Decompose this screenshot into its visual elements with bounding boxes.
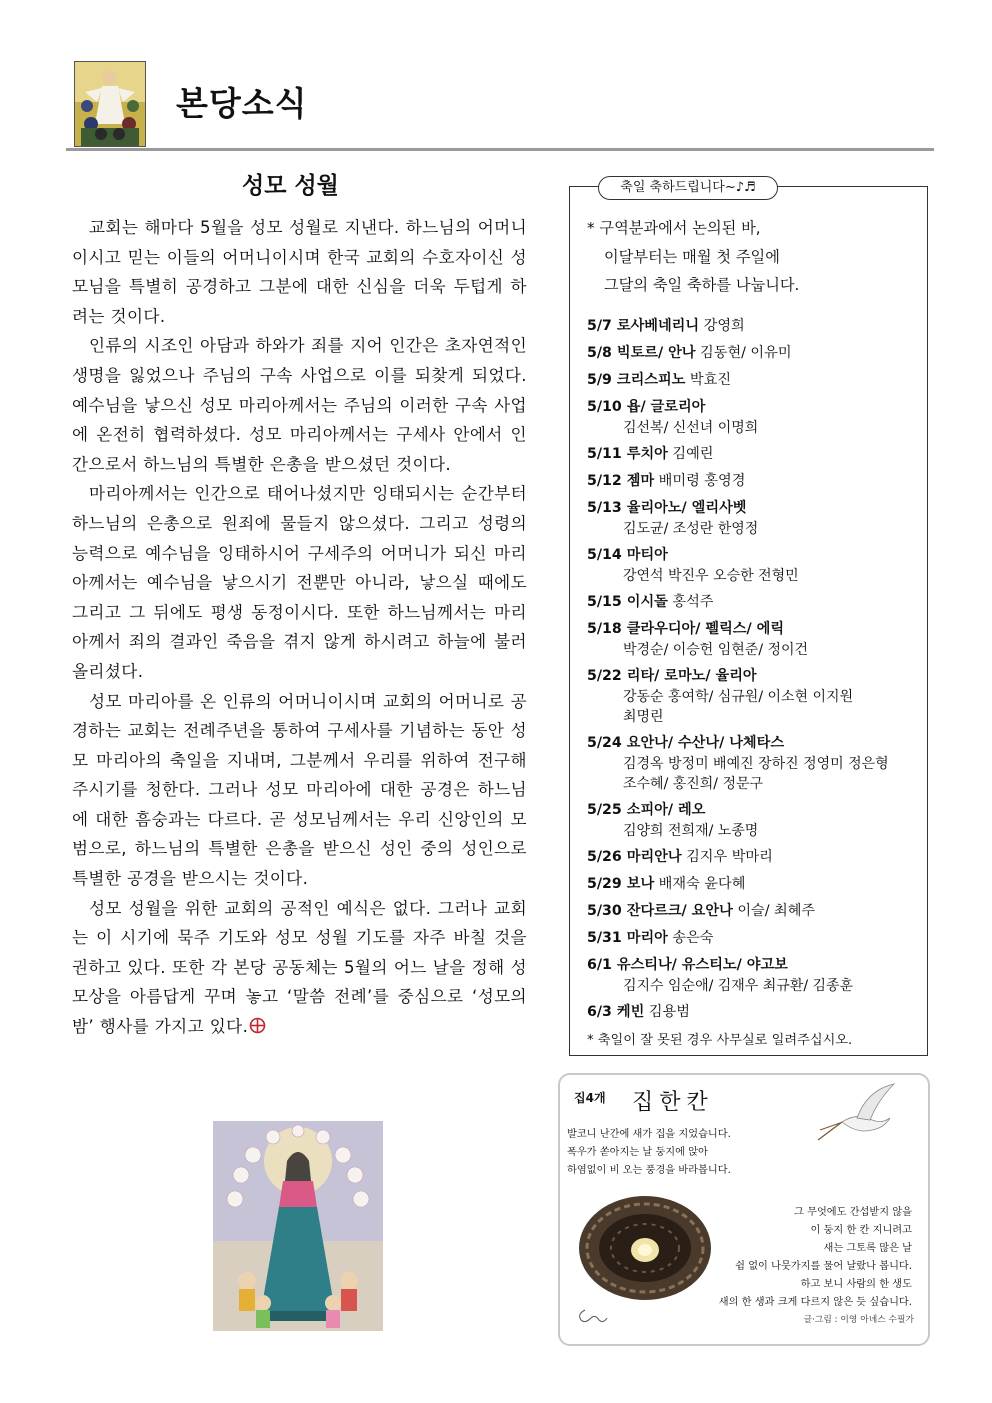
bird-illustration <box>812 1082 902 1156</box>
feast-entry <box>587 592 923 613</box>
feast-intro-line: 이달부터는 매월 첫 주일에 <box>604 247 780 266</box>
poem-credit: 글·그림 : 이영 아녜스 수필가 <box>803 1315 914 1325</box>
feast-entry <box>587 955 923 996</box>
feast-date-saint: 5/26 마리안나 <box>587 849 682 865</box>
article-paragraph: 인류의 시조인 아담과 하와가 죄를 지어 인간은 초자연적인 생명을 잃었으나 주님의 구속 사업으로 이를 되찾게 되었다. 예수님을 낳으신 성모 마리아께서는 주님의 이러한 구속 사업에 온전히 협력하셨다. 성모 마리아께서는 구세사 안에서 인간으로서 하느님의 특별한 은총을 받으셨던 것이다. <box>72 336 527 474</box>
feast-date-saint: 5/12 젬마 <box>587 473 655 489</box>
feast-date-saint: 5/11 루치아 <box>587 446 668 462</box>
article-paragraph: 마리아께서는 인간으로 태어나셨지만 잉태되시는 순간부터 하느님의 은총으로 원죄에 물들지 않으셨다. 그리고 성령의 능력으로 예수님을 잉태하시어 구세주의 어머니가 되신 마리아께서는 예수님을 낳으시기 전뿐만 아니라, 낳으실 때에도 그리고 그 뒤에도 평생 동정이시다. 또한 하느님께서는 마리아께서 죄의 결과인 죽음을 겪지 않게 하시려고 하늘에 불러올리셨다. <box>72 484 527 681</box>
feast-names: 강영희 <box>703 318 745 334</box>
feast-names: 최명린 <box>623 709 664 725</box>
feast-names: 송은숙 <box>672 930 714 946</box>
feast-entry <box>587 370 923 391</box>
feast-date-saint: 5/9 크리스피노 <box>587 372 686 388</box>
feast-date-saint: 5/13 율리아노/ 엘리사벳 <box>587 500 747 516</box>
article-paragraph-last: 성모 성월을 위한 교회의 공적인 예식은 없다. 그러나 교회는 이 시기에 묵주 기도와 성모 성월 기도를 자주 바칠 것을 권하고 있다. 또한 각 본당 공동체는 5월의 어느 날을 정해 성모상을 아름답게 꾸며 놓고 ‘말씀 전례’를 중심으로 ‘성모의 밤’ 행사를 가지고 있다. <box>72 898 527 1037</box>
feast-date-saint: 5/10 욥/ 글로리아 <box>587 399 706 415</box>
feast-names: 배재숙 윤다혜 <box>658 876 746 892</box>
feast-entry <box>587 874 923 895</box>
feast-entry <box>587 545 923 586</box>
article-title: 성모 성월 <box>242 173 339 199</box>
feast-names: 강연석 박진우 오승한 전형민 <box>623 568 799 584</box>
feast-date-saint: 6/1 유스티나/ 유스티노/ 야고보 <box>587 957 788 973</box>
feast-date-saint: 5/14 마티아 <box>587 547 668 563</box>
feast-entry <box>587 619 923 660</box>
feast-names: 강동순 홍여학/ 심규원/ 이소현 이지원 <box>623 689 854 705</box>
poem-series-label: 집4개 <box>574 1091 606 1105</box>
poem-stanza-2: 그 무엇에도 간섭받지 않을 이 둥지 한 칸 지니려고 새는 그토록 많은 날 쉼 없이 나뭇가지를 물어 날랐나 봅니다. 하고 보니 사람의 한 생도 새의 한 생과 크게 다르지 않은 듯 싶습니다. <box>718 1207 912 1308</box>
feast-entry <box>587 800 923 841</box>
feast-entry <box>587 471 923 492</box>
article-paragraph: 성모 마리아를 온 인류의 어머니이시며 교회의 어머니로 공경하는 교회는 전례주년을 통하여 구세사를 기념하는 동안 성모 마리아의 축일을 지내며, 그분께서 우리를 위하여 전구해 주시기를 청한다. 그러나 성모 마리아에 대한 공경은 하느님에 대한 흠숭과는 다르다. 곧 성모님께서는 우리 신앙인의 모범으로, 하느님의 특별한 은총을 받으신 성인 중의 성인으로 특별한 공경을 받으시는 것이다. <box>72 691 527 889</box>
feast-date-saint: 5/31 마리아 <box>587 930 668 946</box>
feast-names: 이슬/ 최혜주 <box>737 903 816 919</box>
feast-date-saint: 5/22 리타/ 로마노/ 율리아 <box>587 668 757 684</box>
feast-entry <box>587 733 923 794</box>
header-divider <box>66 148 934 151</box>
feast-date-saint: 5/7 로사베네리니 <box>587 318 700 334</box>
feast-entry <box>587 928 923 949</box>
feast-names: 김용범 <box>648 1004 690 1020</box>
feast-entry <box>587 444 923 465</box>
feast-entry <box>587 498 923 539</box>
feast-date-saint: 5/30 잔다르크/ 요안나 <box>587 903 733 919</box>
feast-names: 김지수 임순애/ 김재우 최규환/ 김종훈 <box>623 978 854 994</box>
feast-date-saint: 5/25 소피아/ 레오 <box>587 802 706 818</box>
feast-entry <box>587 1002 923 1023</box>
feast-intro <box>587 214 917 300</box>
feast-entry <box>587 397 923 438</box>
poem-stanza-1: 발코니 난간에 새가 집을 지었습니다. 폭우가 쏟아지는 날 둥지에 앉아 하염없이 비 오는 풍경을 바라봅니다. <box>567 1129 731 1176</box>
feast-names: 김경옥 방정미 배예진 장하진 정영미 정은형 <box>623 756 889 772</box>
jesus-with-disciples-icon <box>74 61 146 147</box>
article-body <box>72 213 527 1042</box>
feast-names: 배미령 홍영경 <box>658 473 746 489</box>
artist-signature-icon <box>575 1306 609 1330</box>
feast-entry <box>587 847 923 868</box>
feast-entry <box>587 666 923 727</box>
feast-date-saint: 5/15 이시돌 <box>587 594 668 610</box>
feast-names: 김양희 전희재/ 노종명 <box>623 823 759 839</box>
feast-entry <box>587 316 923 337</box>
page-title: 본당소식 <box>176 84 308 123</box>
feast-date-saint: 5/29 보나 <box>587 876 655 892</box>
feast-entry <box>587 901 923 922</box>
feast-names: 김동현/ 이유미 <box>700 345 792 361</box>
feast-date-saint: 6/3 케빈 <box>587 1004 645 1020</box>
feast-entry <box>587 343 923 364</box>
feast-note: * 축일이 잘 못된 경우 사무실로 일려주십시오. <box>587 1033 853 1048</box>
feast-names: 김지우 박마리 <box>686 849 773 865</box>
feast-date-saint: 5/24 요안나/ 수산나/ 나체타스 <box>587 735 785 751</box>
feast-date-saint: 5/18 클라우디아/ 펠릭스/ 에릭 <box>587 621 785 637</box>
cross-icon <box>248 1017 266 1036</box>
feast-intro-line: * 구역분과에서 논의된 바, <box>587 219 761 237</box>
feast-day-tag: 축일 축하드립니다~♪♬ <box>598 176 778 200</box>
feast-names: 김도균/ 조성란 한영정 <box>623 521 759 537</box>
feast-names: 김예린 <box>672 446 714 462</box>
feast-date-saint: 5/8 빅토르/ 안나 <box>587 345 696 361</box>
feast-names: 김선복/ 신선녀 이명희 <box>623 420 759 436</box>
feast-names: 박경순/ 이승헌 임현준/ 정이건 <box>623 642 809 658</box>
feast-names: 조수혜/ 홍진희/ 정문구 <box>623 776 764 792</box>
poem-title: 집한칸 <box>632 1090 714 1115</box>
nest-illustration <box>570 1186 720 1310</box>
feast-list <box>587 316 923 1029</box>
virgin-mary-painting <box>213 1121 383 1331</box>
feast-names: 홍석주 <box>672 594 714 610</box>
feast-names: 박효진 <box>689 372 732 388</box>
feast-intro-line: 그달의 축일 축하를 나눕니다. <box>604 276 800 294</box>
article-paragraph: 교회는 해마다 5월을 성모 성월로 지낸다. 하느님의 어머니이시고 믿는 이들의 어머니이시며 한국 교회의 수호자이신 성모님을 특별히 공경하고 그분에 대한 신심을 더욱 두텁게 하려는 것이다. <box>72 218 527 326</box>
